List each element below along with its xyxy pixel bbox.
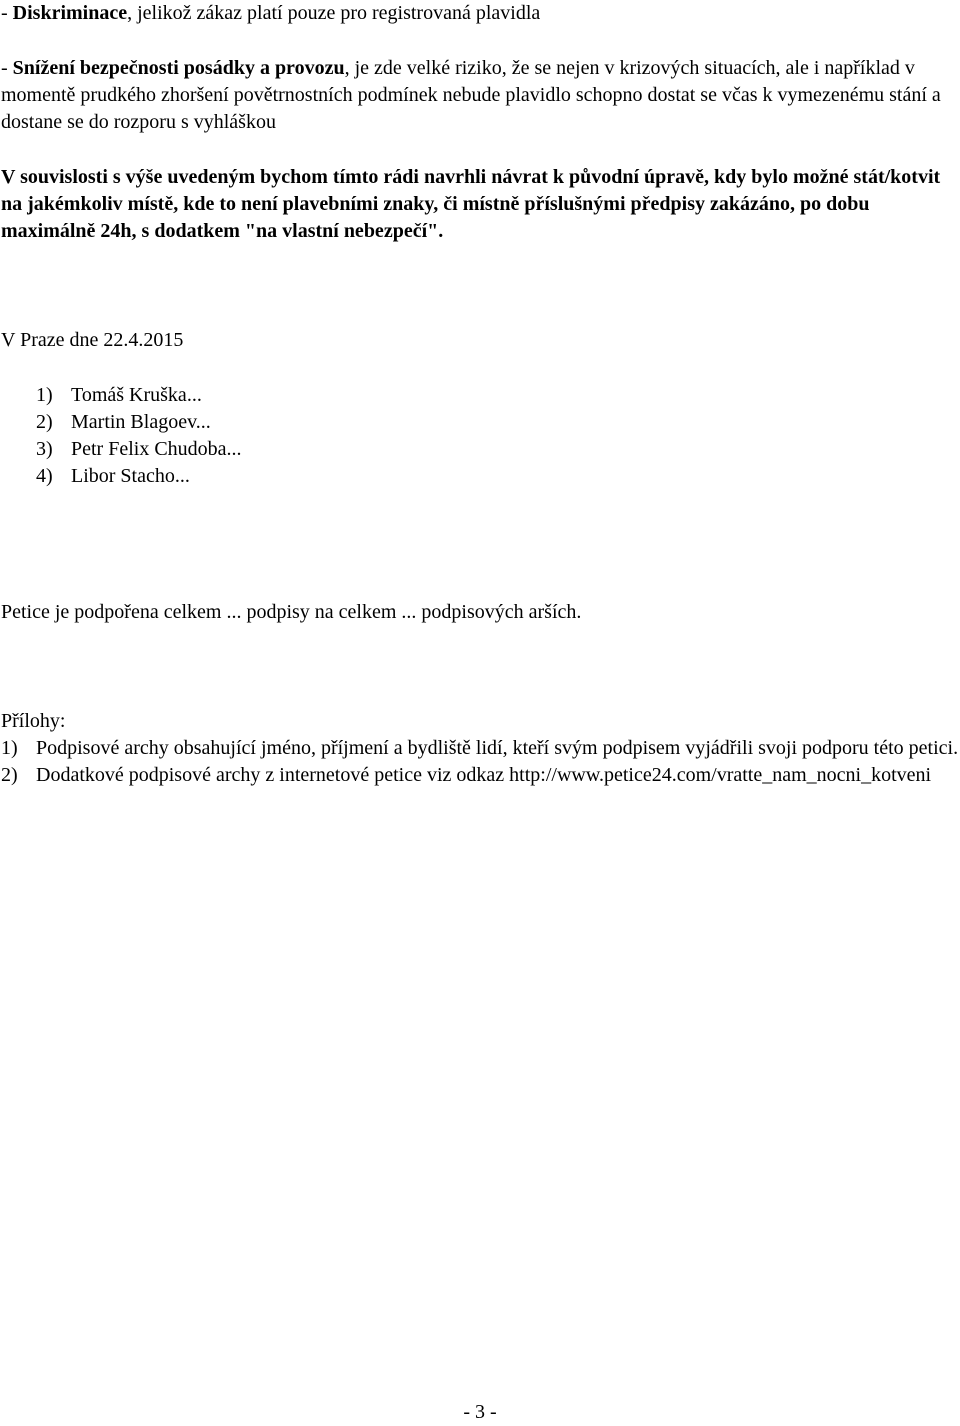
list-number: 4) bbox=[36, 465, 53, 487]
item-discrimination bbox=[1, 0, 959, 27]
list-number: 3) bbox=[36, 438, 53, 460]
attachments-heading: Přílohy: bbox=[1, 710, 66, 732]
proposal-paragraph: V souvislosti s výše uvedeným bychom tímto rádi navrhli návrat k původní úpravě, kdy bylo možné stát/kotvit na jakémkoliv místě, kde to není plavebními znaky, či místně příslušnými předpisy zakázáno, po dobu maximálně 24h, s dodatkem "na vlastní nebezpečí". bbox=[1, 166, 941, 242]
item-safety bbox=[1, 55, 959, 136]
signatory-list bbox=[36, 382, 242, 490]
item-text: , jelikož zákaz platí pouze pro registrovaná plavidla bbox=[127, 2, 541, 24]
item-text: , je zde velké riziko, že se nejen v krizových situacích, ale i například v momentě prudkého zhoršení povětrnostních podmínek nebude plavidlo schopno dostat se včas k vymezenému stání a dostane se do rozporu s vyhláškou bbox=[1, 57, 941, 133]
item-heading: Snížení bezpečnosti posádky a provozu bbox=[12, 57, 345, 79]
item-prefix: - bbox=[1, 57, 13, 79]
signature-dots: ... bbox=[186, 384, 202, 406]
signatory-item bbox=[36, 409, 242, 436]
place-date: V Praze dne 22.4.2015 bbox=[1, 329, 184, 351]
page-number: - 3 - bbox=[463, 1401, 497, 1423]
attachment-text: Podpisové archy obsahující jméno, příjmení a bydliště lidí, kteří svým podpisem vyjádřili svoji podporu této petici. bbox=[36, 737, 959, 759]
signatory-item bbox=[36, 463, 242, 490]
signatory-name: Petr Felix Chudoba bbox=[71, 438, 227, 460]
attachment-text: Dodatkové podpisové archy z internetové petice viz odkaz http://www.petice24.com/vratte_nam_nocni_kotveni bbox=[36, 764, 932, 786]
item-heading: Diskriminace bbox=[12, 2, 128, 24]
signatory-name: Libor Stacho bbox=[71, 465, 175, 487]
list-number: 2) bbox=[1, 764, 18, 786]
list-number: 1) bbox=[36, 384, 53, 406]
list-number: 1) bbox=[1, 737, 18, 759]
signatory-name: Martin Blagoev bbox=[71, 411, 196, 433]
item-prefix: - bbox=[1, 2, 13, 24]
signature-dots: ... bbox=[174, 465, 190, 487]
signature-dots: ... bbox=[195, 411, 211, 433]
attachment-item bbox=[1, 735, 959, 762]
signatory-item bbox=[36, 382, 242, 409]
support-line: Petice je podpořena celkem ... podpisy na celkem ... podpisových arších. bbox=[1, 601, 582, 623]
attachment-item bbox=[1, 762, 959, 789]
signatory-item bbox=[36, 436, 242, 463]
attachments-list bbox=[1, 735, 959, 789]
signature-dots: ... bbox=[226, 438, 242, 460]
list-number: 2) bbox=[36, 411, 53, 433]
signatory-name: Tomáš Kruška bbox=[71, 384, 187, 406]
